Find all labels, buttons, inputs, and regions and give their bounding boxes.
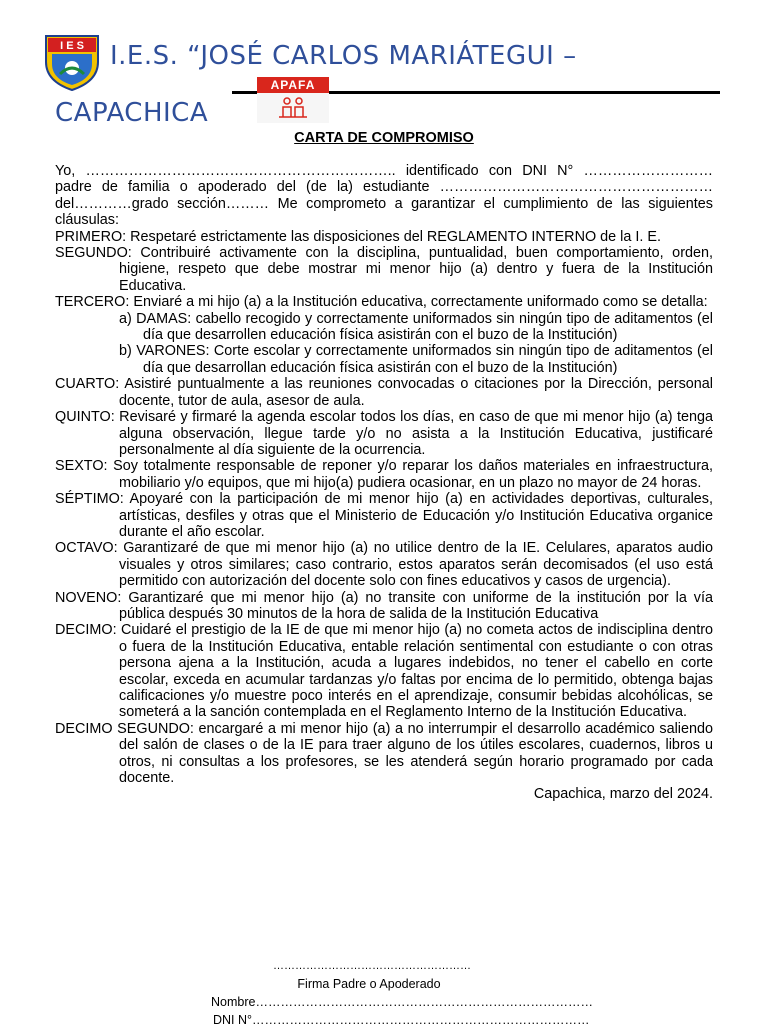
document-title: CARTA DE COMPROMISO — [294, 130, 474, 146]
clause-noveno: NOVENO: Garantizaré que mi menor hijo (a) no transite con uniforme de la institución por la vía pública después 30 minutos de la hora de salida de la Institución Educativa — [55, 589, 713, 622]
clause-sexto: SEXTO: Soy totalmente responsable de reponer y/o reparar los daños materiales en infraestructura, mobiliario y/o equipos, que mi hijo(a) pudiera ocasionar, en un plazo no mayor de 24 horas. — [55, 458, 713, 491]
clause-octavo: OCTAVO: Garantizaré de que mi menor hijo (a) no utilice dentro de la IE. Celulares, aparatos audio visuales y otros similares; caso contrario, estos aparatos serán decomisados (el uso está permitido con autorización del docente solo con fines educativos y casos de urgencia). — [55, 540, 713, 590]
apafa-emblem — [257, 93, 329, 123]
family-icon — [257, 93, 329, 123]
clause-tercero-b: b) VARONES: Corte escolar y correctamente uniformados sin ningún tipo de aditamentos (el día que desarrollan educación física asistirán con el buzo de la Institución) — [119, 343, 713, 376]
signature-line: ……………………………………………… — [273, 960, 471, 972]
signature-label: Firma Padre o Apoderado — [297, 977, 441, 991]
apafa-label: APAFA — [257, 77, 329, 93]
clause-tercero-a: a) DAMAS: cabello recogido y correctamente uniformados sin ningún tipo de aditamentos (el día que desarrollen educación física asistirán con el buzo de la Institución) — [119, 310, 713, 344]
intro-line-1: Yo, ……………………………………………………….. identificado con DNI N° ……………………… — [55, 163, 713, 179]
place-date: Capachica, marzo del 2024. — [533, 786, 713, 803]
intro-line-2: padre de familia o apoderado del (de la) estudiante ………………………………………………… — [55, 179, 713, 196]
apafa-logo — [257, 77, 329, 123]
clause-decimo: DECIMO: Cuidaré el prestigio de la IE de que mi menor hijo (a) no cometa actos de indisciplina dentro o fuera de la Institución Educativa, entable relación sentimental con estudiante o con otras persona ajena a la Institución, acuda a lugares indebidos, no tener el cabello en corte escolar, exceda en acumular tardanzas y/o faltas por encima de lo permitido, obtenga bajas calificaciones y/o muestre poco interés en el aprendizaje, consumir bebidas alcohólicas, se someterá a la sanción contemplada en el Reglamento Interno de la Institución Educativa. — [55, 622, 713, 721]
document-body — [55, 163, 713, 803]
school-title-line1: I.E.S. “JOSÉ CARLOS MARIÁTEGUI – — [110, 41, 577, 71]
clause-septimo: SÉPTIMO: Apoyaré con la participación de mi menor hijo (a) en actividades deportivas, culturales, artísticas, desfiles y otras que el Ministerio de Educación y/o Institución Educativa organice durante el año escolar. — [55, 491, 713, 540]
logo-text: I E S — [60, 40, 84, 52]
clause-segundo: SEGUNDO: Contribuiré activamente con la disciplina, puntualidad, buen comportamiento, orden, higiene, respeto que debe mostrar mi menor hijo (a) dentro y fuera de la Institución Educativa. — [55, 245, 713, 294]
clause-tercero: TERCERO: Enviaré a mi hijo (a) a la Institución educativa, correctamente uniformado como se detalla: — [55, 294, 708, 311]
school-title-line2: CAPACHICA — [55, 98, 209, 128]
ies-shield-logo — [42, 32, 102, 92]
dni-field: DNI N°……………………………………………………………………… — [213, 1013, 590, 1027]
clause-decimo-segundo: DECIMO SEGUNDO: encargaré a mi menor hijo (a) a no interrumpir el desarrollo académico saliendo del salón de clases o de la IE para traer alguno de los útiles escolares, cuadernos, libros u otros, ni consultas a los profesores, se les atenderá según horario programado por cada docente. — [55, 720, 713, 787]
clause-cuarto: CUARTO: Asistiré puntualmente a las reuniones convocadas o citaciones por la Dirección, personal docente, tutor de aula, asesor de aula. — [55, 376, 713, 409]
clause-primero: PRIMERO: Respetaré estrictamente las disposiciones del REGLAMENTO INTERNO de la I. E. — [55, 228, 661, 245]
clause-quinto: QUINTO: Revisaré y firmaré la agenda escolar todos los días, en caso de que mi menor hijo (a) tenga alguna observación, llegue tarde y/o no asista a la Institución Educativa, justificaré personalmente al día siguiente de la ocurrencia. — [55, 409, 713, 458]
intro-line-3: del…………grado sección……… Me comprometo a garantizar el cumplimiento de las siguientes cláusulas: — [55, 195, 713, 229]
name-field: Nombre……………………………………………………………………… — [211, 995, 593, 1009]
